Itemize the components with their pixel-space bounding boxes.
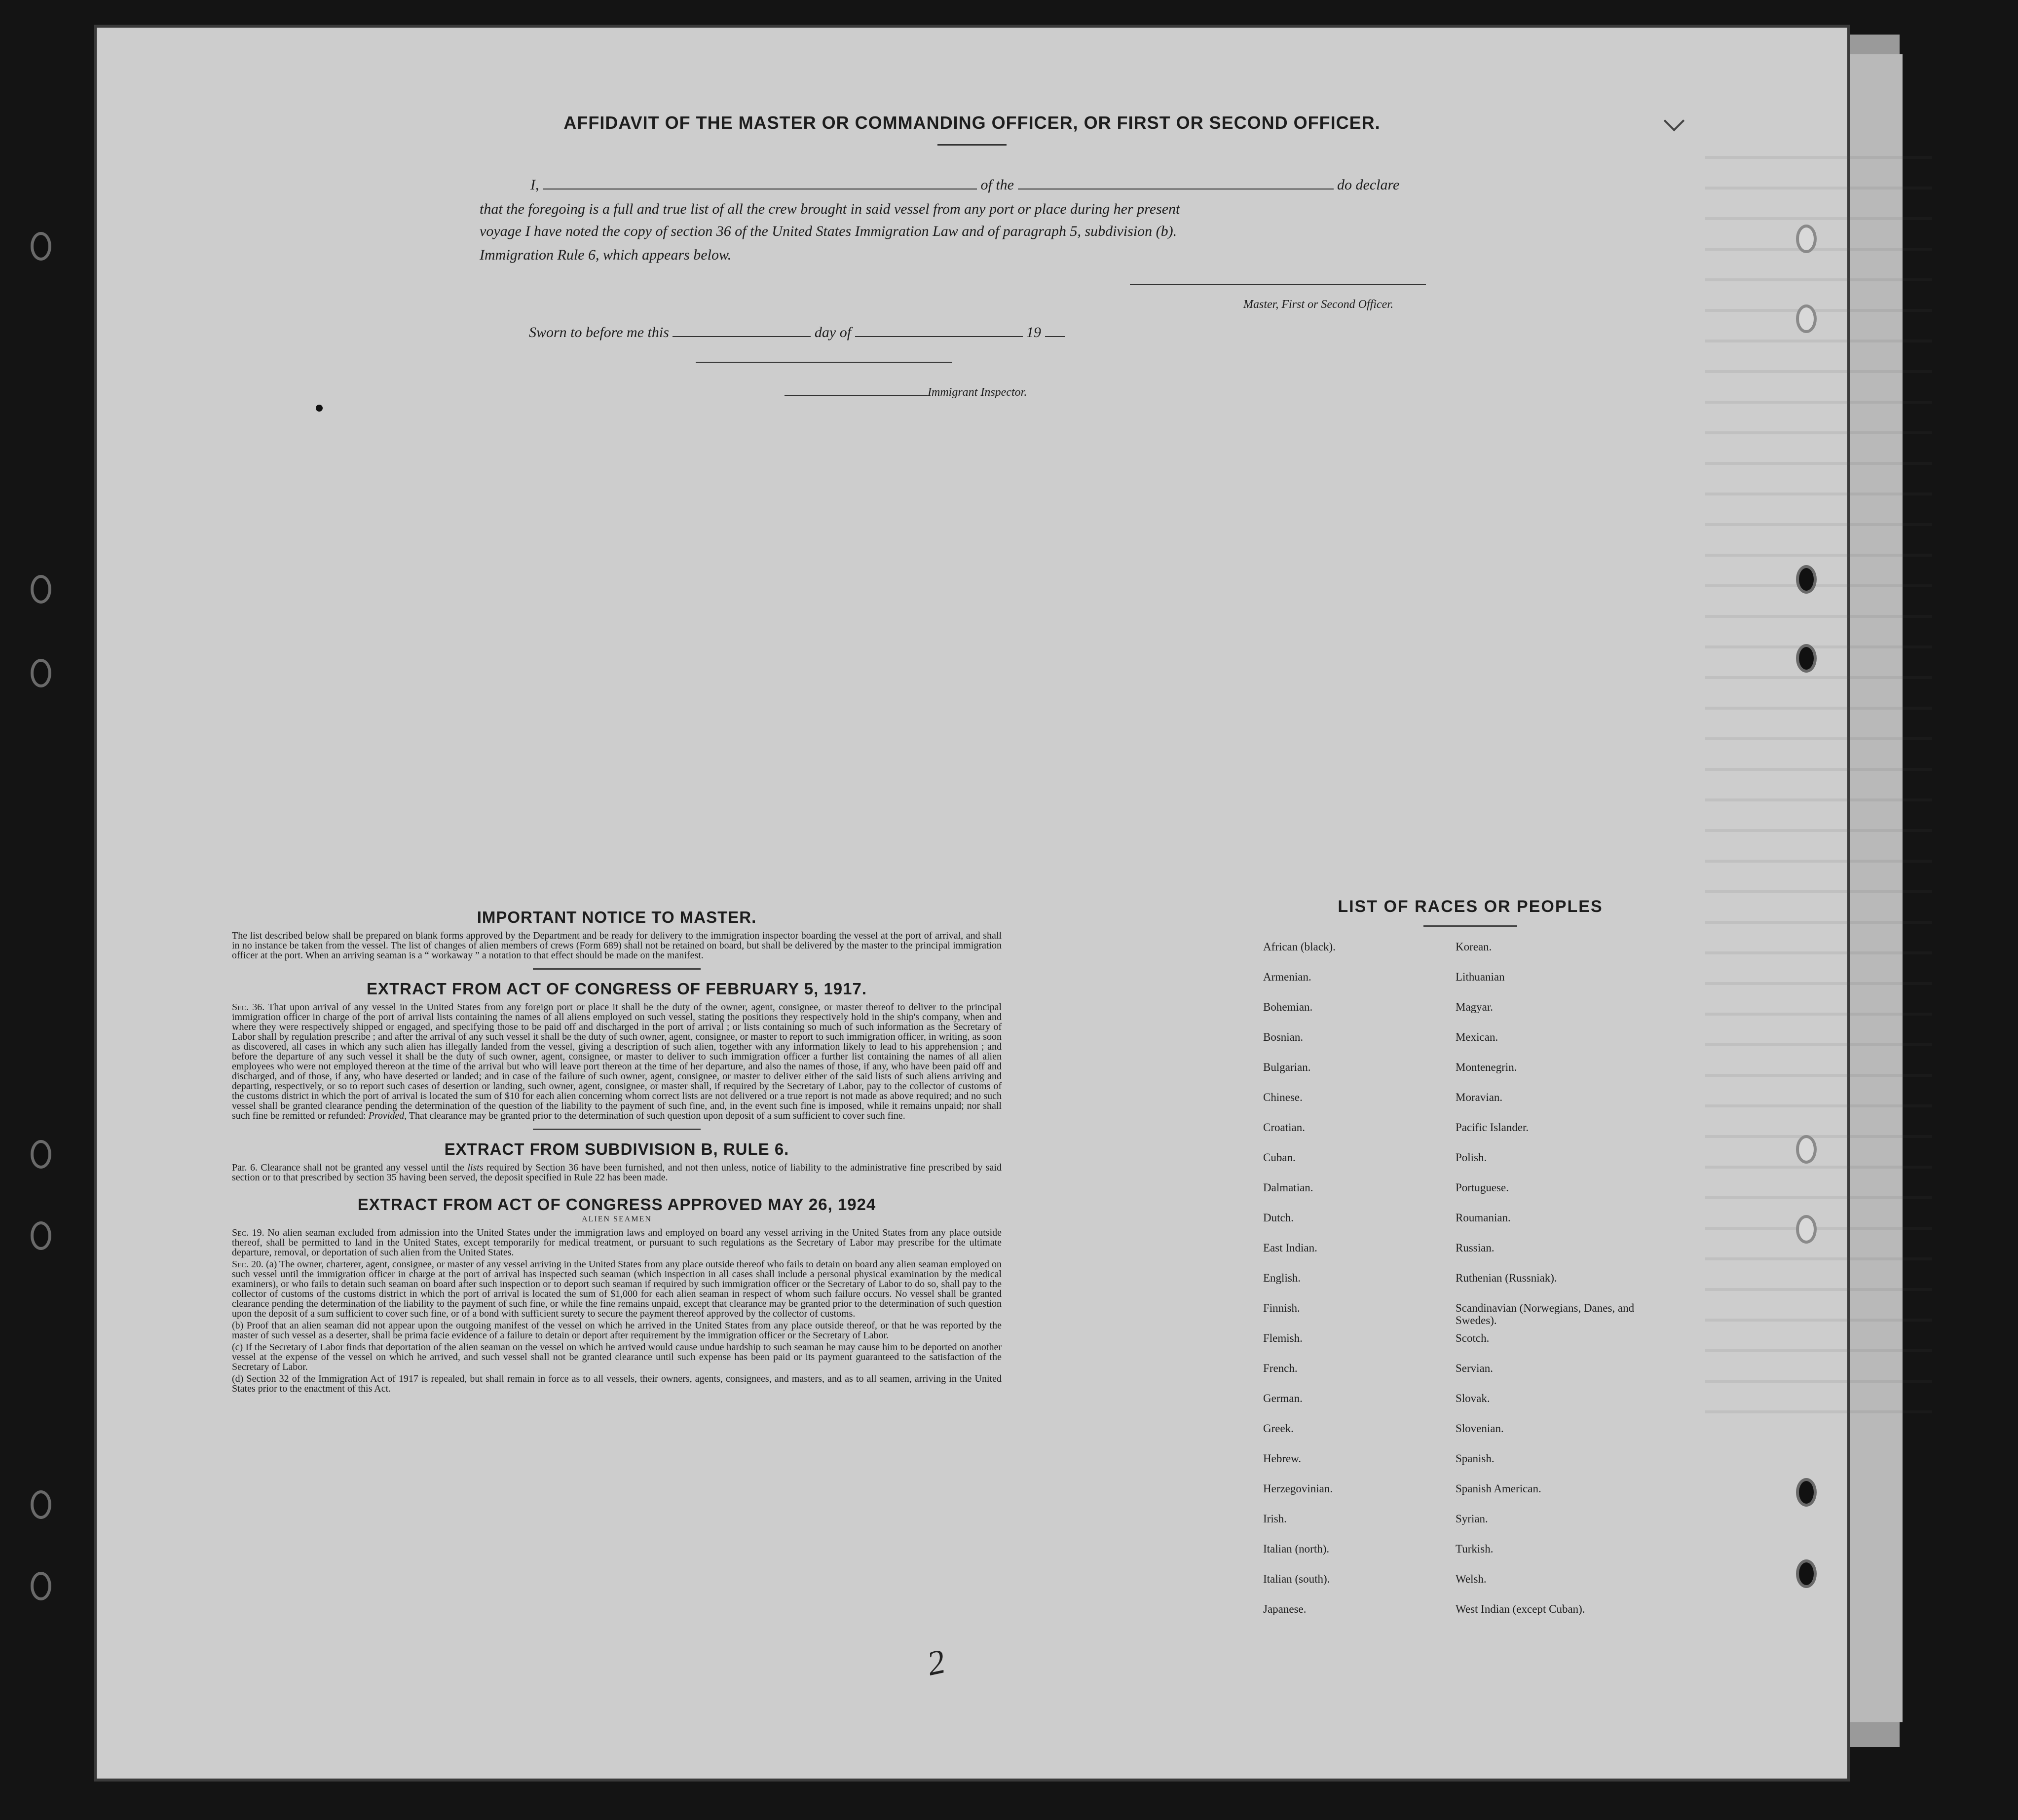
extract-1917-title: EXTRACT FROM ACT OF CONGRESS OF FEBRUARY 5, 1917. xyxy=(366,980,867,998)
race-item: West Indian (except Cuban). xyxy=(1456,1603,1585,1615)
race-item: Hebrew. xyxy=(1263,1452,1302,1465)
sec-36-tail: That clearance may be granted prior to the determination of such question upon deposit of a sum sufficient to cover such fine. xyxy=(409,1110,905,1121)
race-item: Welsh. xyxy=(1456,1573,1487,1585)
affidavit-title: AFFIDAVIT OF THE MASTER OR COMMANDING OFFICER, OR FIRST OR SECOND OFFICER. xyxy=(563,113,1381,133)
race-item: Russian. xyxy=(1456,1242,1495,1254)
sworn-line xyxy=(529,323,1065,341)
race-item: German. xyxy=(1263,1392,1303,1404)
binder-hole-right-8 xyxy=(1796,1559,1817,1588)
binder-hole-right-2 xyxy=(1796,304,1817,333)
alien-seamen-subtitle: ALIEN SEAMEN xyxy=(582,1215,652,1223)
race-item: Ruthenian (Russniak). xyxy=(1456,1272,1557,1284)
race-item: Roumanian. xyxy=(1456,1212,1511,1224)
bleed-through-table xyxy=(1705,156,1932,1439)
race-item: Turkish. xyxy=(1456,1543,1494,1555)
race-item: Italian (north). xyxy=(1263,1543,1330,1555)
sec-20b-para: (b) Proof that an alien seaman did not appear upon the outgoing manifest of the vessel on which he arrived in the United States from any place outside thereof, or that he was reported by the master of such vessel as a deserter, shall be prima facie evidence of a failure to detain or deport after requirement by the immigration officer or the Secretary of Labor. xyxy=(232,1320,1002,1341)
year-prefix: 19 xyxy=(1026,324,1042,341)
rule6-text-end: required by Section 36 have been furnished, and not then unless, notice of liability to the administrative fine prescribed by said section or to that prescribed by section 35 having been served, the deposit specified in Rule 22 has been made. xyxy=(232,1162,1002,1183)
sec-19-text: No alien seaman excluded from admission into the United States under the immigration laws and employed on board any vessel arriving in the United States from any place outside thereof, shall be permitted to land in the United States, except temporarily for medical treatment, or pursuant to such regulations as the Secretary of Labor may prescribe for the ultimate departure, removal, or deportation of such alien from the United States. xyxy=(232,1227,1002,1258)
races-section xyxy=(1263,897,1678,1626)
race-item: French. xyxy=(1263,1362,1298,1374)
binder-hole-right-5 xyxy=(1796,1135,1817,1164)
name-blank[interactable] xyxy=(543,176,977,190)
race-item: Greek. xyxy=(1263,1422,1294,1435)
affidavit-section xyxy=(479,113,1465,146)
races-title-rule xyxy=(1423,925,1517,927)
binder-hole-right-4 xyxy=(1796,644,1817,673)
race-item: Pacific Islander. xyxy=(1456,1121,1529,1134)
race-item: Herzegovinian. xyxy=(1263,1482,1333,1495)
race-item: Armenian. xyxy=(1263,971,1311,983)
sec-36-text: That upon arrival of any vessel in the United States from any foreign port or place it shall be the duty of the owner, agent, consignee, or master thereof to deliver to the principal immigration officer in charge of the port of arrival lists containing the names of all aliens employed on such vessel, stating the positions they respectively hold in the ship's company, when and where they were respectively shipped or engaged, and specifying those to be paid off and discharged in the port of arrival ; or lists containing so much of such information as the Secretary of Labor shall by regulation prescribe ; and after the arrival of any such vessel it shall be the duty of such owner, agent, consignee, or master to report to such immigration officer, in writing, as soon as discovered, all cases in which any such alien has illegally landed from the vessel, giving a description of such alien, together with any information likely to lead to his apprehension ; and before the departure of any such vessel it shall be the duty of such owner, agent, consignee, or master to deliver to such immigration officer a further list containing the names of all alien employees who were not employed thereon at the time of the arrival but who will leave port thereon at the time of her departure, and also the names of those, if any, who have been paid off and discharged, and of those, if any, who have deserted or landed; and in case of the failure of such owner, agent, consignee, or master to deliver either of the said lists of such aliens arriving and departing, respectively, or so to report such cases of desertion or landing, such owner, agent, consignee, or master shall, if required by the Secretary of Labor, pay to the collector of customs of the customs district in which the port of arrival is located the sum of $10 for each alien concerning whom correct lists are not delivered or a true report is not made as above required; and no such vessel shall be granted clearance pending the determination of the question of the liability to the payment of such fine, and, in the event such fine is imposed, while it remains unpaid; nor shall such fine be remitted or refunded: xyxy=(232,1002,1002,1121)
race-item: Montenegrin. xyxy=(1456,1061,1517,1073)
race-item: Dalmatian. xyxy=(1263,1181,1313,1194)
rule6-lists-word: lists xyxy=(467,1162,484,1173)
notice-divider-1 xyxy=(533,968,701,970)
handwritten-mark: 2 xyxy=(924,1642,949,1683)
binder-hole-right-6 xyxy=(1796,1215,1817,1244)
sec-20a-text: (a) The owner, charterer, agent, consignee, or master of any vessel arriving in the United States from any place outside thereof who fails to detain on board any alien seaman employed on such vessel until the immigration officer in charge at the port of arrival has inspected such seaman (which inspection in all cases shall include a personal physical examination by the medical examiners), or who fails to detain such seaman on board after such inspection or to deport such seaman if required by such immigration officer or the Secretary of Labor to do so, shall pay to the collector of customs of the customs district in which the port of arrival is located the sum of $1,000 for each alien seaman in respect of whom such failure occurs. No vessel shall be granted clearance pending the determination of the liability to the payment of such fine, or while the fine remains unpaid, except that clearance may be granted prior to the determination of such question upon the deposit of a sum sufficient to cover such fine, or of a bond with sufficient surety to secure the payment thereof approved by the collector of customs. xyxy=(232,1259,1002,1319)
race-item: Scotch. xyxy=(1456,1332,1490,1344)
race-item: African (black). xyxy=(1263,941,1336,953)
extract-rule6-body xyxy=(232,1163,1002,1182)
sec-20d-para: (d) Section 32 of the Immigration Act of 1917 is repealed, but shall remain in force as to all vessels, their owners, agents, consignees, and masters, and as to all seamen, arriving in the United States prior to the enactment of this Act. xyxy=(232,1373,1002,1394)
sec-19-label: Sec. 19. xyxy=(232,1227,264,1238)
inspector-caption-text: Immigrant Inspector. xyxy=(928,386,1027,399)
race-item: Bosnian. xyxy=(1263,1031,1304,1043)
races-list xyxy=(1263,934,1678,1626)
race-item: Lithuanian xyxy=(1456,971,1505,983)
race-item: Slovenian. xyxy=(1456,1422,1504,1435)
race-item: Finnish. xyxy=(1263,1302,1300,1314)
master-signature-line[interactable] xyxy=(1130,284,1426,285)
race-item: Mexican. xyxy=(1456,1031,1498,1043)
sworn-year-blank[interactable] xyxy=(1045,323,1065,337)
race-item: Italian (south). xyxy=(1263,1573,1330,1585)
day-of-label: day of xyxy=(814,324,852,341)
sworn-month-blank[interactable] xyxy=(855,323,1023,337)
affidavit-i-label: I, xyxy=(530,177,539,193)
important-notice-body: The list described below shall be prepared on blank forms approved by the Department and be ready for delivery to the immigration inspector boarding the vessel at the port of arrival, and shall in no instance be taken from the vessel. The list of changes of alien members of crews (Form 689) shall not be retained on board, but shall be delivered by the master to the principal immigration officer at the port. When an arriving seaman is a “ workaway ” a notation to that effect should be made on the manifest. xyxy=(232,930,1002,961)
race-item: Korean. xyxy=(1456,941,1492,953)
race-item: East Indian. xyxy=(1263,1242,1317,1254)
race-item: Moravian. xyxy=(1456,1091,1503,1103)
binder-hole-left-5 xyxy=(31,1221,51,1250)
binder-hole-left-2 xyxy=(31,575,51,604)
binder-hole-left-3 xyxy=(31,659,51,687)
sec-20c-para: (c) If the Secretary of Labor finds that deportation of the alien seaman on the vessel on which he arrived would cause undue hardship to such seaman he may cause him to be deported on another vessel at the expense of the vessel on which he arrived, and such vessel shall not be granted clearance until such expense has been paid or its payment guaranteed to the satisfaction of the Secretary of Labor. xyxy=(232,1342,1002,1372)
race-item: Cuban. xyxy=(1263,1151,1296,1164)
sec-36-label: Sec. 36. xyxy=(232,1002,265,1013)
race-item: Japanese. xyxy=(1263,1603,1307,1615)
race-item: Chinese. xyxy=(1263,1091,1303,1103)
races-title: LIST OF RACES OR PEOPLES xyxy=(1338,897,1603,916)
sec-19-para xyxy=(232,1228,1002,1257)
ink-speck xyxy=(316,405,323,412)
race-item: Syrian. xyxy=(1456,1513,1488,1525)
affidavit-line-1 xyxy=(530,176,1399,193)
race-item: Polish. xyxy=(1456,1151,1487,1164)
race-item: Bohemian. xyxy=(1263,1001,1313,1013)
inspector-signature-caption xyxy=(785,386,1027,399)
important-notice-title: IMPORTANT NOTICE TO MASTER. xyxy=(477,908,757,926)
binder-hole-left-6 xyxy=(31,1490,51,1519)
race-item: Dutch. xyxy=(1263,1212,1294,1224)
extract-1917-body xyxy=(232,1002,1002,1121)
extract-1924-title: EXTRACT FROM ACT OF CONGRESS APPROVED MAY 26, 1924 xyxy=(357,1195,876,1213)
affidavit-of-the-label: of the xyxy=(980,177,1014,193)
binder-hole-left-7 xyxy=(31,1572,51,1600)
extract-rule6-title: EXTRACT FROM SUBDIVISION B, RULE 6. xyxy=(444,1140,789,1158)
notice-column xyxy=(232,908,1002,1394)
binder-hole-right-1 xyxy=(1796,225,1817,253)
provided-word: Provided, xyxy=(368,1110,407,1121)
sec-20-label: Sec. 20. xyxy=(232,1259,264,1270)
notice-divider-2 xyxy=(533,1129,701,1130)
race-item: Slovak. xyxy=(1456,1392,1490,1404)
race-item: Servian. xyxy=(1456,1362,1494,1374)
binder-hole-right-7 xyxy=(1796,1478,1817,1507)
affidavit-title-rule xyxy=(937,144,1007,146)
inspector-caption-lead-line xyxy=(785,386,928,396)
affidavit-line-3: voyage I have noted the copy of section 36 of the United States Immigration Law and of paragraph 5, subdivision (b). xyxy=(480,223,1177,239)
race-item: Portuguese. xyxy=(1456,1181,1509,1194)
binder-hole-left-4 xyxy=(31,1140,51,1169)
binder-hole-right-3 xyxy=(1796,565,1817,594)
sworn-label: Sworn to before me this xyxy=(529,324,669,341)
race-item: Irish. xyxy=(1263,1513,1287,1525)
race-item: Bulgarian. xyxy=(1263,1061,1311,1073)
race-item: English. xyxy=(1263,1272,1301,1284)
affidavit-line-4: Immigration Rule 6, which appears below. xyxy=(480,247,732,263)
inspector-signature-line[interactable] xyxy=(696,362,952,363)
vessel-blank[interactable] xyxy=(1018,176,1334,190)
race-item: Spanish American. xyxy=(1456,1482,1541,1495)
master-signature-caption: Master, First or Second Officer. xyxy=(1243,298,1393,311)
sec-20a-para xyxy=(232,1259,1002,1319)
binder-hole-left-1 xyxy=(31,232,51,261)
race-item: Spanish. xyxy=(1456,1452,1495,1465)
affidavit-do-declare: do declare xyxy=(1337,177,1400,193)
affidavit-line-2: that the foregoing is a full and true list of all the crew brought in said vessel from any port or place during her present xyxy=(480,201,1180,217)
race-item: Magyar. xyxy=(1456,1001,1494,1013)
race-item: Flemish. xyxy=(1263,1332,1303,1344)
race-item: Croatian. xyxy=(1263,1121,1305,1134)
rule6-text-start: Par. 6. Clearance shall not be granted any vessel until the xyxy=(232,1162,464,1173)
race-item: Scandinavian (Norwegians, Danes, and Swedes). xyxy=(1456,1302,1635,1327)
sworn-day-blank[interactable] xyxy=(673,323,811,337)
